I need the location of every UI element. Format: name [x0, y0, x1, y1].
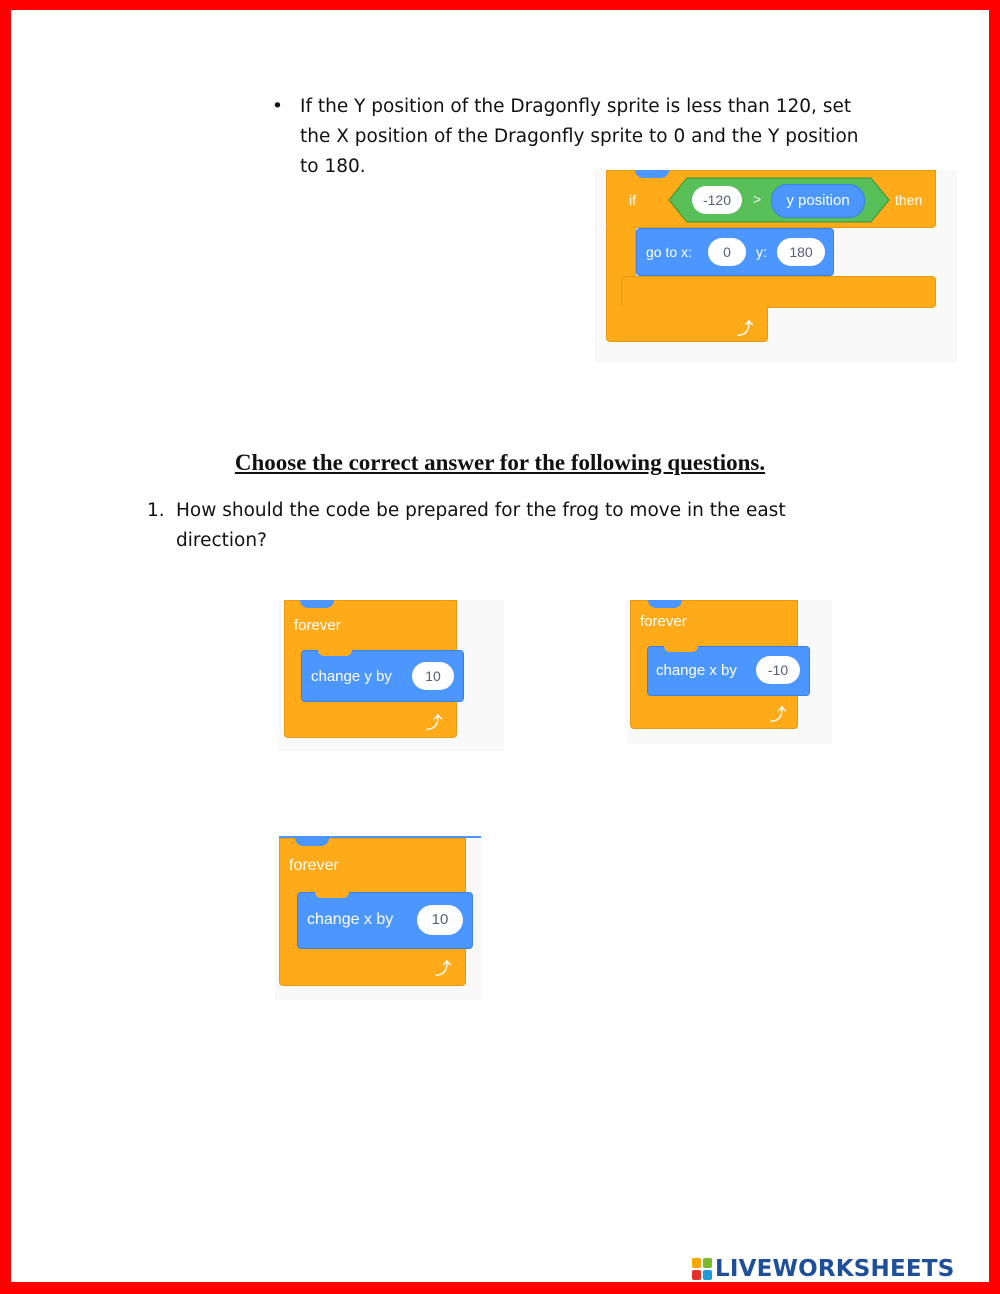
bullet-icon: • — [272, 96, 283, 117]
block-notch — [635, 170, 669, 178]
option-b-code-image[interactable] — [626, 600, 832, 744]
if-label: if — [629, 192, 636, 208]
change-value-input: 10 — [412, 662, 454, 690]
block-notch — [295, 838, 329, 846]
block-notch — [315, 892, 349, 898]
section-heading: Choose the correct answer for the following questions. — [234, 450, 766, 475]
instruction-text: If the Y position of the Dragonfly sprite is less than 120, set the X position of the Dragonfly sprite to 0 and the Y position to 180. — [300, 96, 859, 177]
question-text: How should the code be prepared for the frog to move in the east direction? — [176, 500, 786, 551]
change-command-label: change x by — [307, 911, 394, 928]
forever-label: forever — [289, 857, 339, 874]
block-notch — [648, 600, 682, 608]
loop-arrow-icon: ⤴ — [426, 715, 443, 732]
change-command-label: change x by — [656, 662, 737, 679]
change-command-label: change y by — [311, 668, 392, 685]
code-block-if-goto — [595, 170, 957, 362]
question-number: 1. — [147, 500, 165, 521]
y-value-input[interactable]: 180 — [777, 238, 825, 266]
forever-label: forever — [294, 617, 341, 634]
change-value-input: 10 — [417, 905, 463, 935]
logo-text: LIVEWORKSHEETS — [715, 1256, 955, 1282]
block-notch — [300, 600, 334, 608]
option-a-code-image[interactable] — [278, 600, 504, 751]
forever-label: forever — [640, 613, 687, 630]
block-notch — [664, 646, 698, 652]
liveworksheets-logo — [692, 1256, 954, 1282]
option-c-code-image[interactable] — [275, 836, 481, 1000]
y-label: y: — [756, 244, 767, 260]
loop-arrow-icon: ⤴ — [737, 321, 754, 338]
if-block-bottom — [621, 276, 936, 308]
x-value-input[interactable]: 0 — [708, 238, 746, 266]
loop-arrow-icon: ⤴ — [770, 707, 787, 724]
operator-label: > — [753, 191, 762, 207]
left-value-input[interactable]: -120 — [692, 186, 742, 214]
logo-grid-icon — [692, 1258, 712, 1280]
loop-arrow-icon: ⤴ — [435, 961, 452, 978]
block-notch — [318, 650, 352, 656]
y-position-reporter[interactable]: y position — [771, 184, 865, 218]
change-value-input: -10 — [756, 656, 800, 684]
then-label: then — [895, 192, 923, 208]
goto-label: go to x: — [646, 244, 692, 260]
